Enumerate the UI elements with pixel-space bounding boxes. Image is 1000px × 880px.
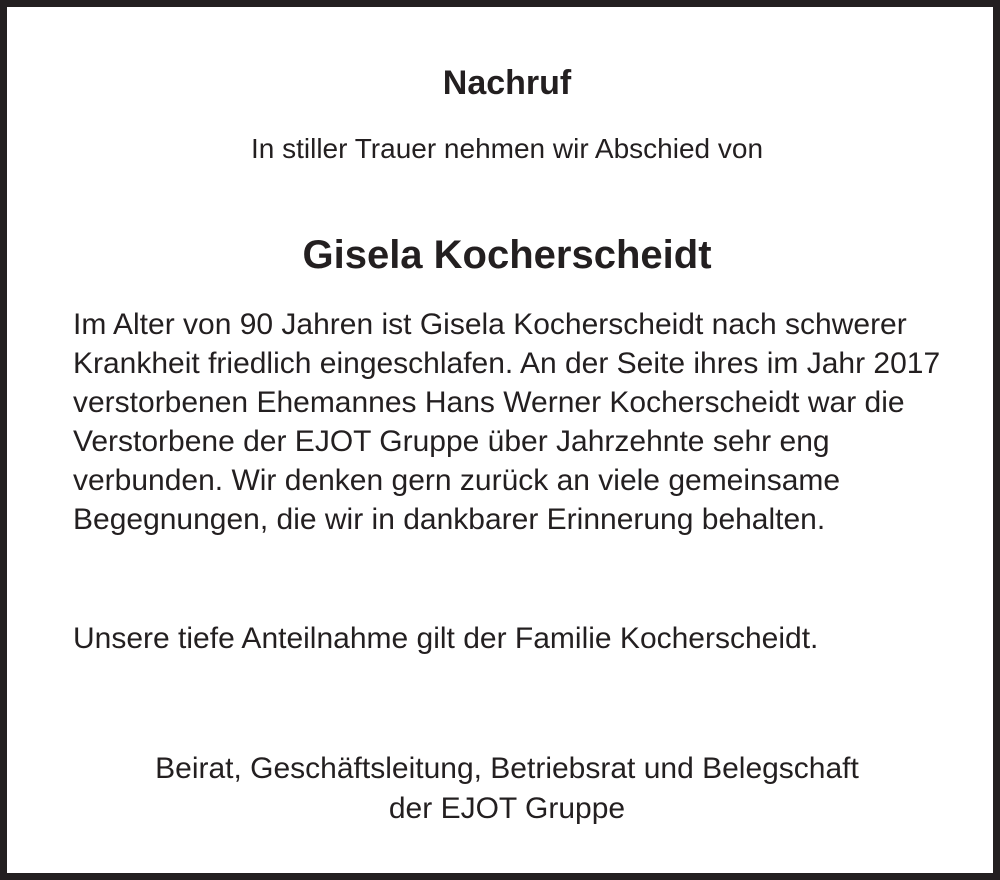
signature-line-2: der EJOT Gruppe xyxy=(388,792,626,825)
intro-line: In stiller Trauer nehmen wir Abschied von xyxy=(250,133,764,164)
deceased-name: Gisela Kocherscheidt xyxy=(302,233,712,277)
obituary-heading: Nachruf xyxy=(442,64,572,102)
obituary-body: Im Alter von 90 Jahren ist Gisela Kocherscheidt nach schwerer Krankheit friedlich eingeschlafen. An der Seite ihres im Jahr 2017 verstorbenen Ehemannes Hans Werner Kocherscheidt war die Verstorbene der EJOT Gruppe über Jahrzehnte sehr eng verbunden. Wir denken gern zurück an viele gemeinsame Begegnungen, die wir in dankbarer Erinnerung behalten. xyxy=(73,308,941,536)
condolence-line: Unsere tiefe Anteilnahme gilt der Familie Kocherscheidt. xyxy=(73,622,819,655)
signature-block xyxy=(7,749,1000,829)
signature-line-1: Beirat, Geschäftsleitung, Betriebsrat und Belegschaft xyxy=(155,752,859,785)
